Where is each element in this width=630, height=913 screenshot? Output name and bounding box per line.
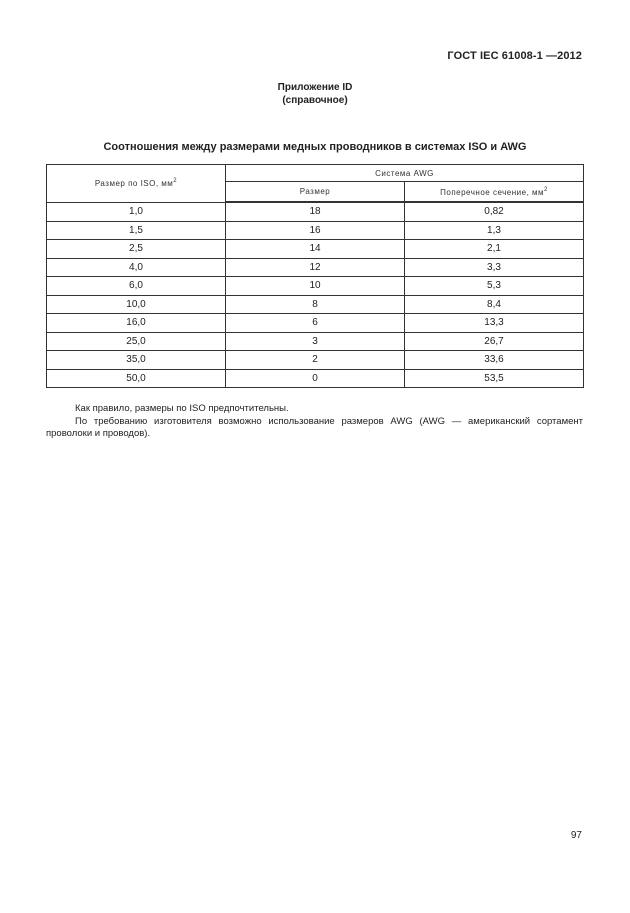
- cell-section: 8,4: [405, 295, 584, 314]
- cell-awg: 16: [226, 221, 405, 240]
- table-row: [47, 277, 584, 296]
- cell-iso: 25,0: [47, 332, 226, 351]
- page-number: 97: [570, 830, 582, 841]
- table-row: [47, 332, 584, 351]
- header-iso-size: Размер по ISO, $мм^2$: [47, 165, 226, 203]
- cell-iso: 1,5: [47, 221, 226, 240]
- table-title: Соотношения между размерами медных проводников в системах ISO и AWG: [103, 141, 527, 153]
- cell-section: 33,6: [405, 351, 584, 370]
- cell-iso: 16,0: [47, 314, 226, 333]
- table-header: [47, 165, 584, 203]
- document-code: ГОСТ IEC 61008-1 —2012: [447, 50, 582, 62]
- appendix-title: Приложение ID: [277, 82, 353, 93]
- cell-section: 1,3: [405, 221, 584, 240]
- cell-awg: 18: [226, 202, 405, 221]
- table-row: [47, 221, 584, 240]
- table-row: [47, 240, 584, 259]
- table-row: [47, 351, 584, 370]
- table-row: [47, 258, 584, 277]
- table-body: [47, 202, 584, 388]
- cell-iso: 35,0: [47, 351, 226, 370]
- cell-awg: 8: [226, 295, 405, 314]
- cell-section: 2,1: [405, 240, 584, 259]
- header-awg-system: Система AWG: [226, 165, 584, 182]
- cell-section: 3,3: [405, 258, 584, 277]
- appendix-heading: [0, 81, 630, 107]
- cell-awg: 2: [226, 351, 405, 370]
- notes: [46, 403, 583, 441]
- cell-iso: 2,5: [47, 240, 226, 259]
- cell-awg: 12: [226, 258, 405, 277]
- cell-iso: 1,0: [47, 202, 226, 221]
- table-row: [47, 314, 584, 333]
- appendix-subtitle: (справочное): [282, 95, 348, 106]
- note-paragraph: Как правило, размеры по ISO предпочтительны.: [75, 403, 289, 414]
- cell-awg: 3: [226, 332, 405, 351]
- cell-awg: 14: [226, 240, 405, 259]
- cell-iso: 50,0: [47, 369, 226, 388]
- table-row: [47, 202, 584, 221]
- header-awg-section: Поперечное сечение, $мм^2$: [405, 182, 584, 203]
- cell-awg: 0: [226, 369, 405, 388]
- cell-section: 0,82: [405, 202, 584, 221]
- cell-section: 5,3: [405, 277, 584, 296]
- cell-section: 26,7: [405, 332, 584, 351]
- cell-section: 13,3: [405, 314, 584, 333]
- header-awg-size: Размер: [226, 182, 405, 203]
- cell-iso: 6,0: [47, 277, 226, 296]
- cell-iso: 4,0: [47, 258, 226, 277]
- cell-section: 53,5: [405, 369, 584, 388]
- cell-iso: 10,0: [47, 295, 226, 314]
- cell-awg: 6: [226, 314, 405, 333]
- cell-awg: 10: [226, 277, 405, 296]
- table-row: [47, 295, 584, 314]
- table-row: [47, 369, 584, 388]
- note-paragraph: По требованию изготовителя возможно использование размеров AWG (AWG — американский сортамент проволоки и проводов).: [46, 415, 583, 439]
- iso-awg-table: [46, 164, 584, 388]
